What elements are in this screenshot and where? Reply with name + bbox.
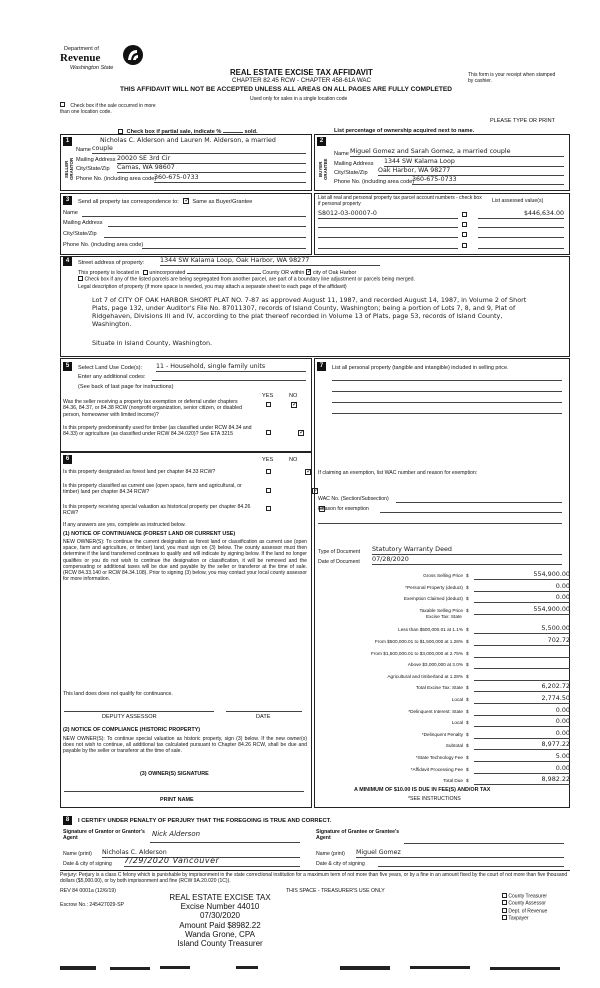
personal-line-3[interactable] (332, 397, 562, 403)
parcel-field-4[interactable] (318, 242, 458, 249)
parcel-field-2[interactable] (318, 221, 458, 228)
copy-county-assessor: County Assessor (502, 900, 547, 907)
grantee-name-label: Name (print) (316, 851, 345, 857)
buyer-mailing[interactable]: 1344 SW Kalama Loop (384, 158, 564, 167)
deputy-assessor-label: DEPUTY ASSESSOR (102, 714, 157, 720)
notice1-text: NEW OWNER(S): To continue the current designation as forest land or classification as current use (open space, farm and agriculture, or timber) land, you must sign on (3) below. The county assessor must then determine if the land transferred continues to qualify and will indicate by signing below. If the land no longer qualifies or you do not wish to continue the designation or classification, it will be removed and the compensating or additional taxes will be due and payable by the seller or transferor at the time of sale. (RCW 84.33.140 or RCW 84.34.108). Prior to signing (3) below, you may contact your local county assessor for more information. (63, 539, 307, 583)
tax-row (316, 625, 570, 635)
s6-q2-yes[interactable] (266, 488, 271, 493)
tax-dollar-sign: $ (466, 778, 469, 784)
scan-artifact (490, 967, 560, 970)
city-checkbox[interactable] (306, 269, 312, 275)
seller-name-line1[interactable]: Nicholas C. Alderson and Lauren M. Alderson, a married (100, 137, 276, 144)
tax-row (316, 718, 570, 728)
escrow-number: Escrow No.: 245427029-SP (60, 902, 125, 908)
buyer-city[interactable]: Oak Harbor, WA 98277 (378, 167, 564, 176)
tax-row-label: From $1,500,000.01 to $3,000,000 at 2.75% (371, 650, 463, 656)
personal-line-1[interactable] (332, 375, 562, 381)
owner-sig-line[interactable] (64, 785, 304, 792)
corr-mailing-label: Mailing Address (63, 220, 103, 226)
grantor-date-city[interactable]: 7/29/2020 Vancouver (124, 856, 300, 867)
corr-name-field[interactable] (82, 210, 306, 217)
parcel-number[interactable]: S8012-03-00007-0 (318, 210, 458, 219)
buyer-name[interactable]: Miguel Gomez and Sarah Gomez, a married couple (350, 148, 564, 157)
print-name-label: PRINT NAME (160, 797, 194, 803)
tax-row (316, 637, 570, 647)
tax-row (316, 594, 570, 604)
tax-row (316, 765, 570, 775)
scan-artifact (236, 966, 258, 969)
section-6-number: 6 (63, 455, 72, 464)
tax-row-label: Exemption Claimed (deduct) (403, 596, 463, 602)
grantee-sig-label: Signature of Grantee or Grantee's Agent (316, 829, 400, 842)
parcel-header: List all real and personal property tax parcel account numbers - check box if personal property (318, 195, 482, 208)
s6-yes-label: YES (262, 457, 274, 463)
seller-name-label: Name (76, 147, 91, 153)
s6-q1: Is this property designated as forest land per chapter 84.33 RCW? (63, 469, 216, 475)
partial-sale-sold: sold. (244, 129, 258, 135)
tax-dollar-sign: $ (466, 743, 469, 749)
tax-row (316, 683, 570, 693)
deputy-assessor-line[interactable] (64, 705, 214, 712)
buyer-mailing-label: Mailing Address (334, 161, 374, 167)
unincorporated-label: unincorporated (149, 270, 186, 276)
perjury-text: Perjury: Perjury is a class C felony which is punishable by imprisonment in the state correctional institution for a maximum term of not more than five years, or by a fine in an amount fixed by the court of not more than five thousand dollars ($5,000.00), or by both imprisonment and fine (RCW 9A.20.020 (1C)). (60, 870, 570, 884)
doc-date-label: Date of Document (318, 559, 360, 565)
notice2-title: (2) NOTICE OF COMPLIANCE (HISTORIC PROPERTY) (63, 727, 201, 733)
tax-row-value[interactable] (474, 672, 570, 681)
tax-row (316, 583, 570, 593)
see-instructions-note: *SEE INSTRUCTIONS (408, 796, 461, 802)
tax-row-label: Gross Selling Price (423, 573, 463, 578)
seller-side-label: SELLER GRANTOR (64, 157, 74, 181)
send-tax-row (78, 198, 252, 206)
s5-q2: Is this property predominantly used for timber (as classified under RCW 84.34 and 84.33) or agriculture (as classified under RCW 84.34.020)? See ETA 3215 (63, 425, 252, 438)
doc-type[interactable]: Statutory Warranty Deed (372, 546, 562, 555)
corr-city-label: City/State/Zip (63, 231, 97, 237)
copy-checkbox-4[interactable] (502, 915, 507, 920)
tax-row-label: Local (451, 720, 463, 726)
tax-row-label: Total Due (443, 778, 463, 784)
tax-dollar-sign: $ (466, 755, 469, 760)
tax-row-label: Less than $500,000.01 at 1.1% (398, 627, 463, 633)
parcel-personal-checkbox-1[interactable] (462, 212, 467, 217)
grantee-name[interactable]: Miguel Gomez (356, 849, 564, 858)
tax-row-value[interactable]: 0.00 (474, 594, 570, 603)
s5-q1-yes[interactable] (266, 402, 271, 407)
reason-field-2[interactable] (318, 517, 562, 524)
excise-state-label: Excise Tax: State (426, 614, 462, 619)
parcel-personal-checkbox-4[interactable] (462, 243, 467, 248)
parcel-personal-checkbox-2[interactable] (462, 222, 467, 227)
situate-text[interactable]: Situate in Island County, Washington. (92, 339, 213, 347)
revenue-label: Revenue (60, 52, 101, 64)
personal-property-label: List all personal property (tangible and intangible) included in selling price. (332, 365, 509, 371)
personal-line-2[interactable] (332, 386, 562, 392)
segregated-label: Check box if any of the listed parcels are being segregated from another parcel, are part of a boundary line adjustment or parcels being merged. (84, 276, 415, 283)
scan-artifact (160, 966, 190, 969)
tax-row (316, 571, 570, 581)
copy-distribution (502, 893, 547, 922)
stamp-line-5: Wanda Grone, CPA (185, 929, 255, 939)
tax-dollar-sign: $ (466, 708, 469, 714)
tax-row-value[interactable]: 0.00 (474, 718, 570, 727)
tax-dollar-sign: $ (466, 766, 469, 772)
owner-sig-label: (3) OWNER(S) SIGNATURE (140, 771, 209, 777)
copy-checkbox-1[interactable] (502, 893, 507, 898)
tax-dollar-sign: $ (466, 639, 469, 644)
tax-row-value[interactable]: 554,900.00 (474, 606, 570, 615)
same-as-buyer-checkbox[interactable] (183, 198, 189, 204)
tax-row (316, 753, 570, 763)
s6-no-label: NO (289, 457, 298, 463)
assessed-header: List assessed value(s) (492, 198, 544, 204)
tax-dollar-sign: $ (466, 685, 469, 691)
multi-location-check[interactable] (60, 102, 160, 115)
grantor-signature-scribble: Nick Alderson (152, 830, 201, 838)
receipt-note: This form is your receipt when stamped by cashier. (468, 72, 556, 85)
tax-row-value[interactable]: 0.00 (474, 707, 570, 716)
additional-codes-label: Enter any additional codes: (78, 374, 146, 380)
segregated-row (78, 276, 415, 283)
deputy-date-line[interactable] (226, 705, 302, 712)
minimum-due-note: A MINIMUM OF $10.00 IS DUE IN FEE(S) AND/OR TAX (354, 787, 491, 793)
tax-row (316, 649, 570, 659)
assessed-value[interactable]: $446,634.00 (478, 210, 564, 219)
tax-dollar-sign: $ (466, 627, 469, 633)
partial-sale-label: Check box if partial sale, indicate % (126, 129, 222, 135)
tax-dollar-sign: $ (466, 720, 469, 726)
s6-q1-yes[interactable] (266, 469, 271, 474)
s6-q3: Is this property receiving special valuation as historical property per chapter 84.26 RCW? (63, 504, 251, 517)
parcel-personal-checkbox-3[interactable] (462, 232, 467, 237)
county-or-label: County OR within (262, 270, 305, 276)
dept-of-label: Department of (64, 46, 99, 52)
segregated-checkbox[interactable] (78, 276, 83, 281)
grantee-date-label: Date & city of signing (316, 861, 365, 867)
tax-dollar-sign: $ (466, 673, 469, 679)
stamp-line-4: Amount Paid $8982.22 (179, 920, 261, 930)
section-1-number: 1 (63, 137, 72, 146)
stamp-line-3: 07/30/2020 (199, 911, 241, 921)
tax-row-value[interactable] (474, 660, 570, 669)
tax-row-value[interactable]: 8,977.22 (474, 741, 570, 750)
seller-mailing[interactable]: 20020 SE 3rd Cir (117, 155, 306, 164)
tax-dollar-sign: $ (466, 662, 469, 668)
tax-dollar-sign: $ (466, 596, 469, 602)
tax-row-value[interactable]: 2,774.50 (474, 695, 570, 704)
section-4-number: 4 (63, 257, 72, 266)
certify-text: I CERTIFY UNDER PENALTY OF PERJURY THAT THE FOREGOING IS TRUE AND CORRECT. (78, 818, 332, 824)
corr-mailing-field[interactable] (108, 220, 306, 227)
tax-row (316, 660, 570, 670)
grantor-name-label: Name (print) (63, 851, 92, 857)
tax-row (316, 707, 570, 717)
s5-q2-no[interactable] (298, 430, 304, 436)
s6-q1-no[interactable] (305, 469, 311, 475)
seller-city[interactable]: Camas, WA 98607 (117, 164, 306, 173)
tax-row-label: *Delinquent Interest: State (408, 708, 463, 714)
notice1-title: (1) NOTICE OF CONTINUANCE (FOREST LAND OR CURRENT USE) (63, 531, 236, 537)
tax-dollar-sign: $ (466, 650, 469, 656)
tax-dollar-sign: $ (466, 573, 469, 578)
multi-location-checkbox[interactable] (60, 102, 65, 107)
located-label: This property is located in (78, 270, 140, 276)
s6-q2: Is this property classified as current use (open space, farm and agricultural, or timber) land per chapter 84.34 RCW? (63, 483, 242, 496)
doc-date[interactable]: 07/28/2020 (372, 556, 562, 565)
assessed-field-2[interactable] (478, 221, 564, 228)
seller-mailing-label: Mailing Address (76, 157, 116, 163)
please-type-label: PLEASE TYPE OR PRINT (490, 118, 556, 124)
tax-row-label: Agricultural and timberland at 1.28% (387, 673, 463, 679)
section-7-number: 7 (317, 362, 326, 371)
corr-name-label: Name (63, 210, 78, 216)
buyer-side-label: BUYER GRANTEE (318, 158, 328, 180)
tax-dollar-sign: $ (466, 697, 469, 702)
deputy-date-label: DATE (256, 714, 271, 720)
see-back-label: (See back of last page for instructions) (78, 384, 174, 390)
tax-dollar-sign: $ (466, 584, 469, 590)
s5-q1-no[interactable] (291, 402, 297, 408)
same-as-buyer-label: Same as Buyer/Grantee (192, 199, 253, 205)
tax-row (316, 695, 570, 705)
tax-dollar-sign: $ (466, 731, 469, 737)
wac-label: WAC No. (Section/Subsection) (318, 496, 389, 502)
copy-county-treasurer: County Treasurer (502, 893, 547, 900)
county-field[interactable] (187, 268, 261, 274)
tax-row-label: Taxable Selling Price (419, 607, 463, 613)
tax-row-label: Subtotal (445, 743, 463, 749)
tax-row-label: Local (451, 697, 463, 702)
grantor-name[interactable]: Nicholas C. Alderson (102, 849, 300, 858)
multi-location-label: Check box if the sale occurred in more than one location code. (60, 102, 156, 115)
tax-row-value[interactable]: 8,982.22 (474, 776, 570, 785)
grantee-date-field[interactable] (378, 861, 564, 867)
seller-name-line2[interactable]: couple (92, 145, 306, 154)
parcel-field-3[interactable] (318, 231, 458, 238)
tax-row-label: *Delinquent Penalty (421, 731, 463, 737)
rev-number: REV 84 0001a (12/6/19) (60, 888, 116, 894)
grantor-date-label: Date & city of signing (63, 861, 112, 867)
buyer-phone[interactable]: 360-675-0733 (412, 176, 564, 185)
copy-checkbox-2[interactable] (502, 900, 507, 905)
ownership-note: List percentage of ownership acquired next to name. (334, 128, 475, 134)
tax-row-label: *Affidavit Processing Fee (410, 766, 463, 772)
s5-q2-yes[interactable] (266, 430, 271, 435)
treasurer-stamp (150, 893, 290, 948)
street-address[interactable]: 1344 SW Kalama Loop, Oak Harbor, WA 98277 (160, 257, 380, 266)
wac-field[interactable] (396, 496, 562, 503)
reason-label: Reason for exemption (318, 506, 369, 512)
dor-logo-icon (122, 44, 144, 66)
form-warning: THIS AFFIDAVIT WILL NOT BE ACCEPTED UNLESS ALL AREAS ON ALL PAGES ARE FULLY COMPLETED (120, 86, 453, 93)
assessed-field-4[interactable] (478, 242, 564, 249)
city-of-label: city of Oak Harbor (312, 270, 357, 276)
corr-city-field[interactable] (104, 231, 306, 238)
scan-artifact (410, 966, 470, 969)
land-use-label: Select Land Use Code(s): (78, 365, 143, 371)
legal-label: Legal description of property (if more space is needed, you may attach a separate sheet to each page of the affidavit) (78, 284, 347, 290)
tax-row-value[interactable]: 554,900.00 (474, 571, 570, 580)
stamp-line-2: Excise Number 44010 (180, 902, 260, 912)
tax-row (316, 730, 570, 740)
tax-row-value[interactable]: 6,202.72 (474, 683, 570, 692)
partial-sale-checkbox[interactable] (118, 129, 123, 134)
grantor-sig-label: Signature of Grantor or Grantor's Agent (63, 829, 145, 842)
section-3-number: 3 (63, 196, 72, 205)
washington-state-label: Washington State (70, 65, 114, 71)
personal-line-4[interactable] (332, 408, 562, 414)
legal-description[interactable]: Lot 7 of CITY OF OAK HARBOR SHORT PLAT NO. 7-87 as approved August 11, 1987, and recorded August 14, 1987, in Volume 2 of Short Plats, page 132, under Auditor's File No. 87011307, records of Island County, Washington; being a portion of Lots 7, 8, and 9, Plat of Ridgehaven, Divisions III and IV, according to the plat thereof recorded in Volume 13 of Plats, page 53, records of Island County, Washington. (92, 296, 527, 328)
qualify-text: This land does does not qualify for continuance. (63, 691, 173, 697)
tax-row-label: Total Excise Tax: State (415, 685, 463, 691)
s5-q1: Was the seller receiving a property tax exemption or deferral under chapters 84.36, 84.37, or 84.38 RCW (nonprofit organization, senior citizen, or disabled person, homeowner with limited income)? (63, 399, 243, 418)
copy-dept-revenue: Dept. of Revenue (502, 908, 547, 915)
tax-row-value[interactable]: 5.00 (474, 753, 570, 762)
s6-if-yes: If any answers are yes, complete as instructed below. (63, 522, 186, 528)
tax-row (316, 672, 570, 682)
section-5-number: 5 (63, 362, 72, 371)
partial-sale-percent[interactable] (223, 127, 243, 133)
copy-checkbox-3[interactable] (502, 908, 507, 913)
street-label: Street address of property: (78, 260, 145, 266)
tax-row-value[interactable]: 0.00 (474, 730, 570, 739)
corr-phone-label: Phone No. (including area code) (63, 242, 144, 248)
s6-q3-yes[interactable] (266, 506, 271, 511)
tax-row (316, 741, 570, 751)
tax-row-value[interactable]: 702.72 (474, 637, 570, 646)
corr-phone-field[interactable] (142, 242, 306, 249)
tax-row-value[interactable]: 5,500.00 (474, 625, 570, 634)
section-8-number: 8 (63, 816, 72, 825)
unincorporated-checkbox[interactable] (143, 270, 148, 275)
treasurer-only-label: THIS SPACE - TREASURER'S USE ONLY (286, 888, 385, 894)
dor-logo (58, 44, 148, 86)
tax-dollar-sign: $ (466, 607, 469, 613)
send-tax-label: Send all property tax correspondence to: (78, 199, 179, 205)
stamp-line-1: REAL ESTATE EXCISE TAX (169, 893, 271, 902)
tax-row-label: *State Technology Fee (415, 755, 463, 760)
seller-city-label: City/State/Zip (76, 166, 110, 172)
scan-artifact (60, 966, 96, 970)
reason-field[interactable] (380, 506, 562, 513)
seller-phone[interactable]: 360-675-0733 (154, 174, 306, 183)
buyer-city-label: City/State/Zip (334, 170, 368, 176)
s5-yes-label: YES (262, 393, 274, 399)
scan-artifact (340, 966, 390, 970)
tax-row-value[interactable]: 0.00 (474, 765, 570, 774)
grantee-signature[interactable] (404, 839, 564, 844)
doc-type-label: Type of Document (318, 549, 361, 555)
tax-row-label: *Personal Property (deduct) (405, 584, 463, 590)
form-title: REAL ESTATE EXCISE TAX AFFIDAVIT (230, 68, 373, 77)
additional-codes-field[interactable] (152, 374, 306, 381)
section-2-number: 2 (317, 137, 326, 146)
s5-no-label: NO (289, 393, 298, 399)
form-chapter: CHAPTER 82.45 RCW - CHAPTER 458-61A WAC (232, 77, 372, 84)
copy-taxpayer: Taxpayer (502, 915, 547, 922)
seller-phone-label: Phone No. (including area code) (76, 176, 157, 182)
tax-row-label: Above $3,000,000 at 3.0% (407, 662, 463, 668)
grantor-signature[interactable] (150, 832, 300, 843)
notice2-text: NEW OWNER(S): To continue special valuation as historic property, sign (3) below. If the new owner(s) does not wish to continue, all additional tax calculated pursuant to Chapter 84.26 RCW, shall be due and payable by the seller or transferor at the time of sale. (63, 736, 307, 755)
buyer-phone-label: Phone No. (including area code) (334, 179, 415, 185)
assessed-field-3[interactable] (478, 231, 564, 238)
exemption-label: If claiming an exemption, list WAC number and reason for exemption: (318, 470, 478, 476)
tax-row-label: From $500,000.01 to $1,500,000 at 1.28% (374, 639, 463, 644)
scan-artifact (110, 967, 150, 970)
single-location-note: Used only for sales in a single location code (250, 96, 348, 102)
tax-row-value[interactable] (474, 649, 570, 658)
tax-row-value[interactable]: 0.00 (474, 583, 570, 592)
buyer-name-label: Name (334, 151, 349, 157)
tax-row (316, 776, 570, 786)
stamp-line-6: Island County Treasurer (177, 938, 263, 948)
land-use-code[interactable]: 11 - Household, single family units (156, 363, 306, 372)
